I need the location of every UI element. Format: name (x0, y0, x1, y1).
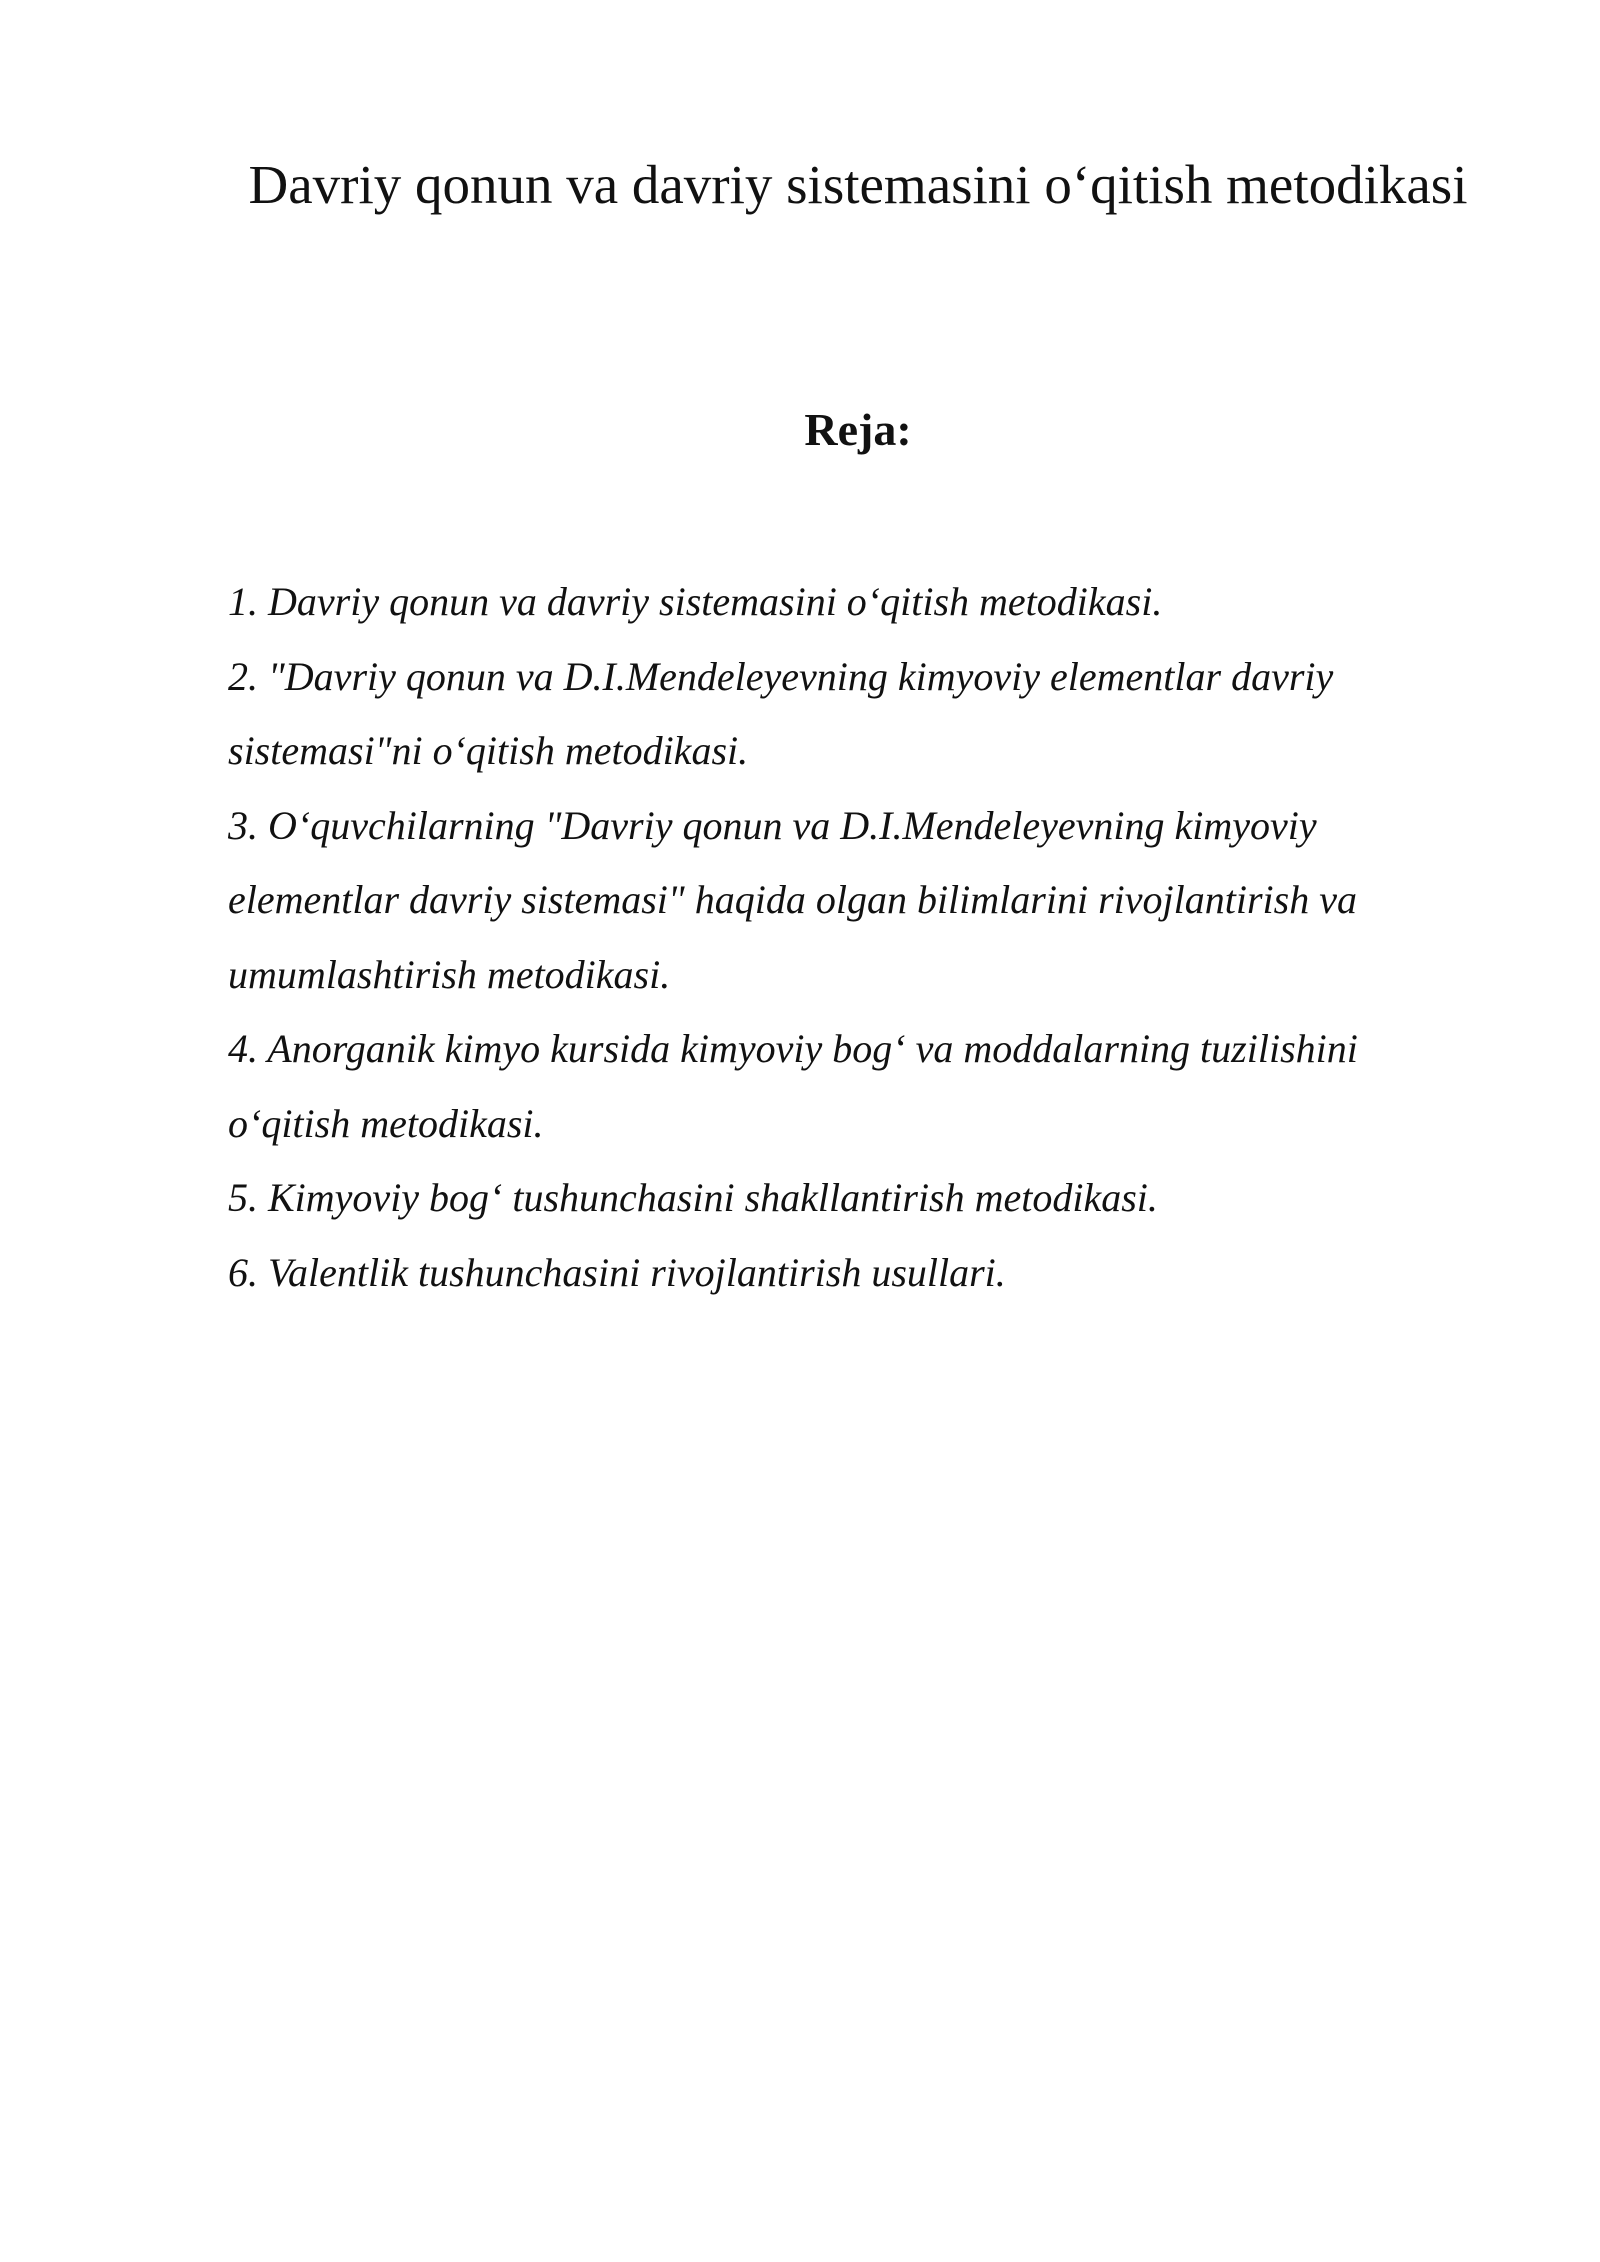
plan-list (228, 565, 1488, 1310)
plan-item: 2. "Davriy qonun va D.I.Mendeleyevning kimyoviy elementlar davriy sistemasi"ni o‘qitish metodikasi. (228, 653, 1334, 773)
plan-item: 4. Anorganik kimyo kursida kimyoviy bog‘ va moddalarning tuzilishini o‘qitish metodikasi. (228, 1026, 1358, 1146)
plan-item: 6. Valentlik tushunchasini rivojlantirish usullari. (228, 1249, 1006, 1295)
plan-heading: Reja: (804, 404, 912, 455)
document-title: Davriy qonun va davriy sistemasini o‘qitish metodikasi (248, 154, 1468, 215)
plan-item: 5. Kimyoviy bog‘ tushunchasini shakllantirish metodikasi. (228, 1175, 1158, 1220)
plan-item: 1. Davriy qonun va davriy sistemasini o‘qitish metodikasi. (228, 579, 1163, 624)
plan-item: 3. O‘quvchilarning "Davriy qonun va D.I.Mendeleyevning kimyoviy elementlar davriy sistemasi" haqida olgan bilimlarini rivojlantirish va umumlashtirish metodikasi. (228, 802, 1357, 997)
